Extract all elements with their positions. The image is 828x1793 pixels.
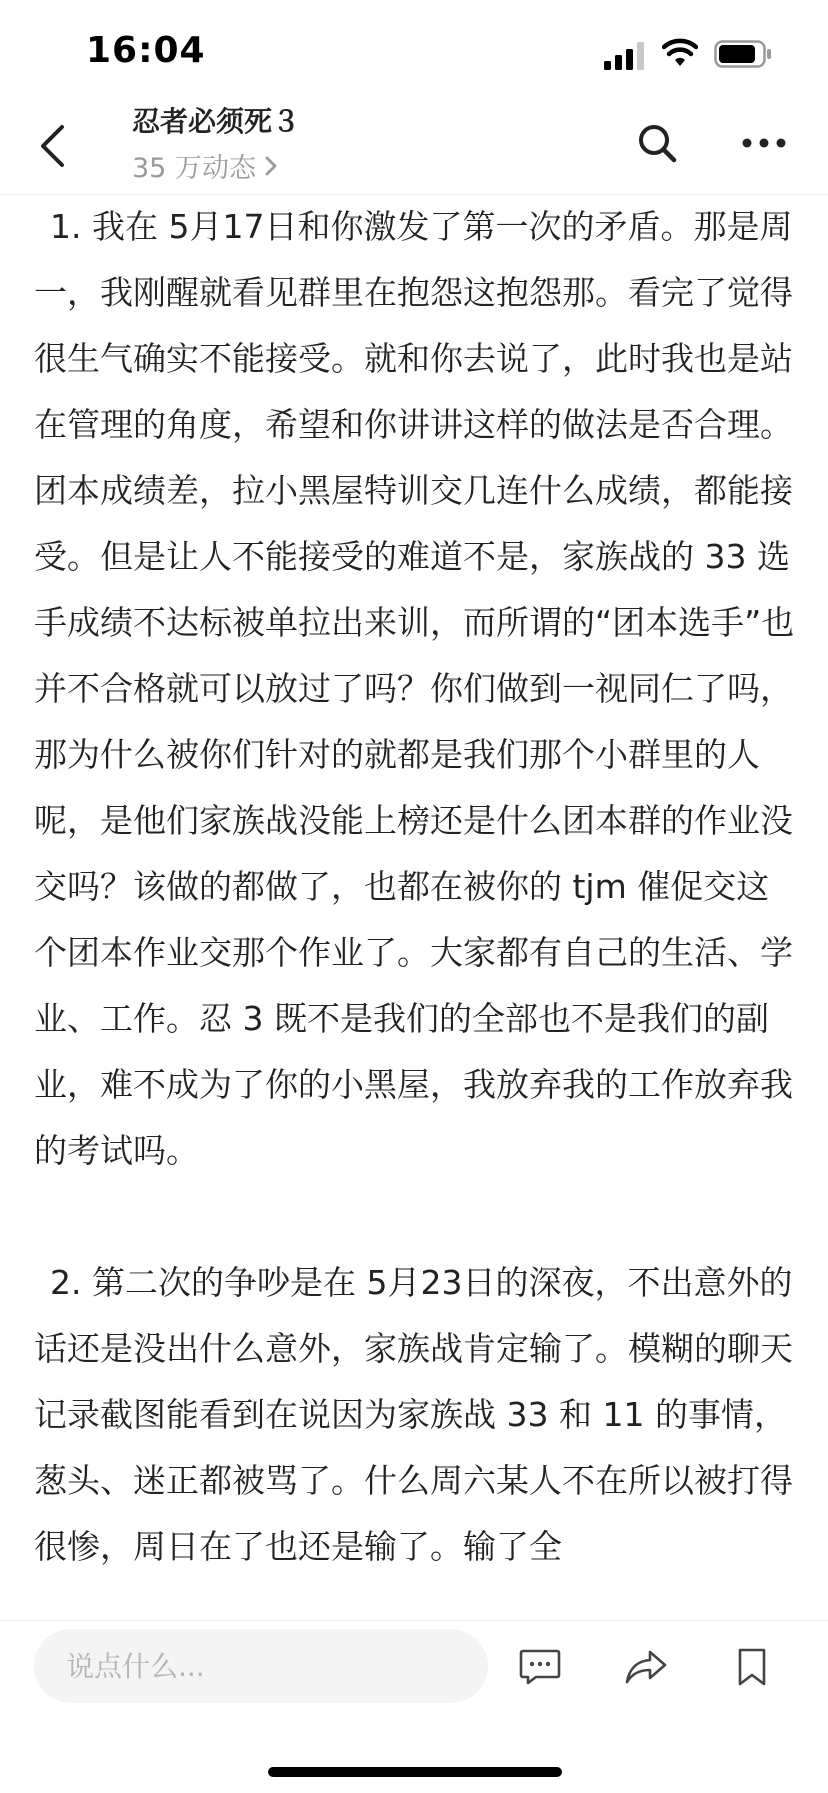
bookmark-button[interactable] [724,1639,780,1695]
post-paragraph-1: 1. 我在 5月17日和你激发了第一次的矛盾。那是周一，我刚醒就看见群里在抱怨这抱怨那。看完了觉得很生气确实不能接受。就和你去说了，此时我也是站在管理的角度，希望和你讲讲这样的做法是否合理。团本成绩差，拉小黑屋特训交几连什么成绩，都能接受。但是让人不能接受的难道不是，家族战的 33 选手成绩不达标被单拉出来训，而所谓的“团本选手”也并不合格就可以放过了吗？你们做到一视同仁了吗，那为什么被你们针对的就都是我们那个小群里的人呢，是他们家族战没能上榜还是什么团本群的作业没交吗？该做的都做了，也都在被你的 tjm 催促交这个团本作业交那个作业了。大家都有自己的生活、学业、工作。忍 3 既不是我们的全部也不是我们的副业，难不成为了你的小黑屋，我放弃我的工作放弃我的考试吗。 [34,207,795,1170]
post-paragraph-2: 2. 第二次的争吵是在 5月23日的深夜，不出意外的话还是没出什么意外，家族战肯定输了。模糊的聊天记录截图能看到在说因为家族战 33 和 11 的事情，葱头、迷正都被骂了。什么周六某人不在所以被打得很惨，周日在了也还是输了。输了全 [34,1263,793,1566]
nav-header [0,96,828,195]
search-button[interactable] [630,116,684,170]
back-button[interactable] [24,118,80,174]
search-icon [637,123,677,163]
bottom-action-bar [0,1620,828,1793]
more-button[interactable] [736,116,792,170]
chevron-right-icon [264,155,278,177]
page-title: 忍者必须死３ [132,105,301,138]
share-icon [624,1649,668,1685]
back-arrow-icon [38,124,66,168]
status-time: 16:04 [86,30,206,71]
comment-icon [519,1648,561,1686]
status-bar [0,0,828,96]
home-indicator [268,1767,562,1777]
wifi-icon [662,38,698,68]
battery-icon [714,40,772,68]
more-dots-icon [742,138,786,148]
signal-icon [604,42,648,70]
activity-count-link[interactable] [132,146,278,185]
activity-count: 35 万动态 [132,153,256,184]
post-content [34,194,796,1620]
comment-button[interactable] [512,1639,568,1695]
bookmark-icon [736,1647,768,1687]
paragraph-spacer [34,1184,796,1250]
share-button[interactable] [618,1639,674,1695]
comment-input[interactable] [34,1629,488,1703]
